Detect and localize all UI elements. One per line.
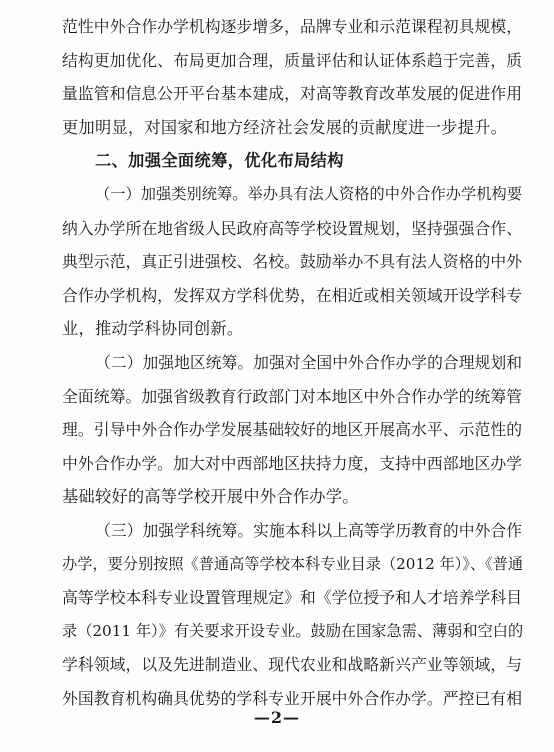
text-line: 基础较好的高等学校开展中外合作办学。 bbox=[62, 487, 359, 507]
text-line: 范性中外合作办学机构逐步增多，品牌专业和示范课程初具规模， bbox=[62, 17, 522, 36]
text-line: 理。引导中外合作办学发展基础较好的地区开展高水平、示范性的 bbox=[62, 420, 522, 440]
text-line: 纳入办学所在地省级人民政府高等学校设置规划，坚持强强合作、 bbox=[62, 218, 522, 238]
text-line: 高等学校本科专业设置管理规定》和《学位授予和人才培养学科目 bbox=[62, 588, 522, 608]
paragraph-first-line: （二）加强地区统筹。加强对全国中外合作办学的合理规划和 bbox=[95, 352, 522, 372]
text-line: 量监管和信息公开平台基本建成，对高等教育改革发展的促进作用 bbox=[62, 84, 522, 104]
text-line: 录（2011 年）》有关要求开设专业。鼓励在国家急需、薄弱和空白的 bbox=[62, 621, 524, 640]
text-line: 中外合作办学。加大对中西部地区扶持力度，支持中西部地区办学 bbox=[62, 453, 522, 473]
text-line: 业，推动学科协同创新。 bbox=[62, 319, 244, 339]
text-line: 全面统筹。加强省级教育行政部门对本地区中外合作办学的统筹管 bbox=[62, 386, 522, 406]
text-line: 学科领域，以及先进制造业、现代农业和战略新兴产业等领域，与 bbox=[62, 655, 522, 675]
paragraph-first-line: （一）加强类别统筹。举办具有法人资格的中外合作办学机构要 bbox=[95, 184, 522, 203]
text-line: 更加明显，对国家和地方经济社会发展的贡献度进一步提升。 bbox=[62, 117, 508, 137]
section-heading: 二、加强全面统筹，优化布局结构 bbox=[95, 151, 344, 171]
text-line: 典型示范，真正引进强校、名校。鼓励举办不具有法人资格的中外 bbox=[62, 252, 522, 272]
document-body bbox=[62, 10, 522, 715]
paragraph-first-line: （三）加强学科统筹。实施本科以上高等学历教育的中外合作 bbox=[95, 520, 522, 540]
text-line: 合作办学机构，发挥双方学科优势，在相近或相关领域开设学科专 bbox=[62, 285, 522, 305]
text-line: 外国教育机构确具优势的学科专业开展中外合作办学。严控已有相 bbox=[62, 688, 522, 708]
page-number: —2— bbox=[253, 708, 301, 727]
text-line: 结构更加优化、布局更加合理，质量评估和认证体系趋于完善，质 bbox=[62, 50, 522, 70]
text-line: 办学，要分别按照《普通高等学校本科专业目录（2012 年）》、《普通 bbox=[62, 554, 524, 573]
